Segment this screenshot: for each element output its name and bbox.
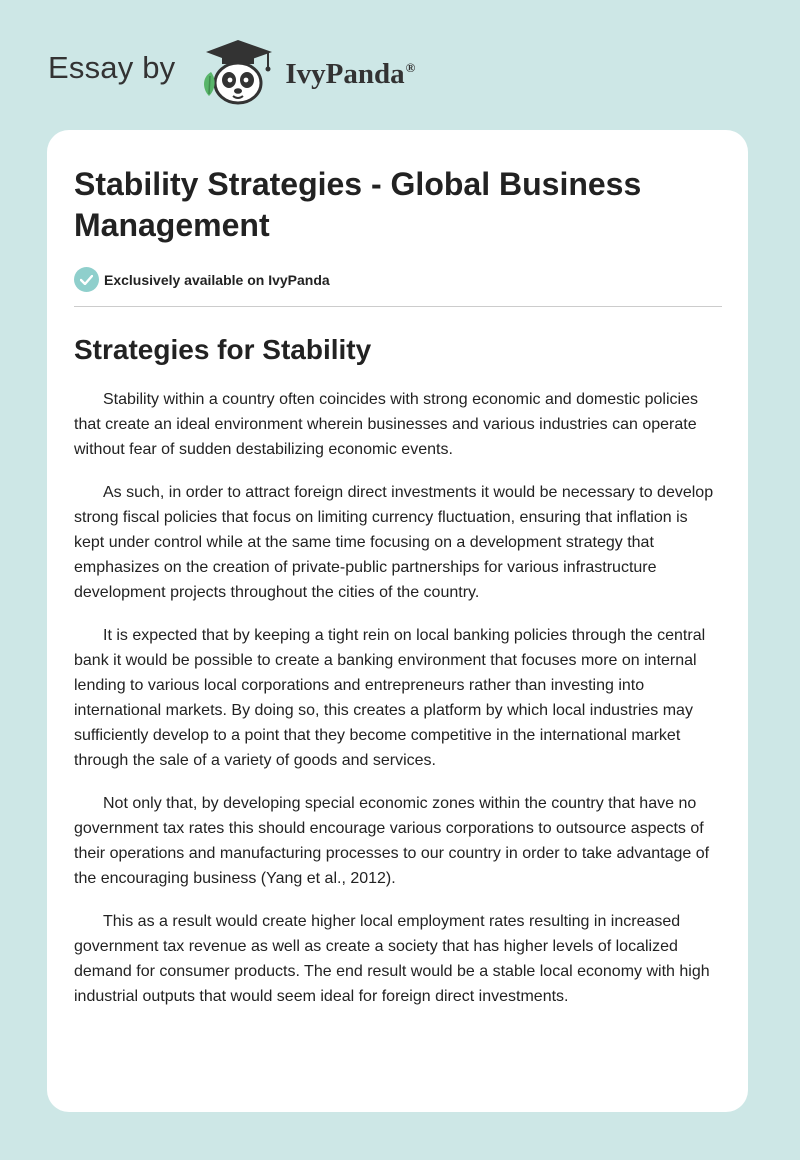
brand-name <box>285 58 415 91</box>
paragraph-2: As such, in order to attract foreign direct investments it would be necessary to develop strong fiscal policies that focus on limiting currency fluctuation, ensuring that inflation is kept under control while at the same time focusing on a development strategy that emphasizes on the creation of private-public partnerships for various infrastructure development projects throughout the cities of the country. <box>74 484 714 601</box>
paragraph-4: Not only that, by developing special economic zones within the country that have no government tax rates this should encourage various corporations to outsource aspects of their operations and manufacturing processes to our country in order to take advantage of the encouraging business (Yang et al., 2012). <box>74 795 710 887</box>
essay-title: Stability Strategies - Global Business Management <box>74 166 642 243</box>
divider <box>74 306 722 307</box>
brand-header <box>48 36 415 108</box>
exclusive-badge <box>74 267 722 292</box>
brand-name-text: IvyPanda <box>285 57 405 90</box>
paragraph-1: Stability within a country often coincides with strong economic and domestic policies that create an ideal environment wherein businesses and various industries can operate without fear of sudden destabilizing economic events. <box>74 391 698 458</box>
essay-card <box>47 130 748 1112</box>
paragraph-3: It is expected that by keeping a tight rein on local banking policies through the central bank it would be possible to create a banking environment that focuses more on internal lending to various local corporations and entrepreneurs rather than investing into international markets. By doing so, this creates a platform by which local industries may sufficiently develop to a point that they become competitive in the international market through the sale of a variety of goods and services. <box>74 627 706 769</box>
panda-graduation-cap-logo-icon <box>193 36 279 108</box>
registered-mark: ® <box>405 59 416 75</box>
section-heading: Strategies for Stability <box>74 334 372 365</box>
exclusive-badge-text: Exclusively available on IvyPanda <box>104 271 330 288</box>
paragraph-5: This as a result would create higher local employment rates resulting in increased government tax revenue as well as create a society that has higher levels of localized demand for consumer products. The end result would be a stable local economy with high industrial outputs that would seem ideal for foreign direct investments. <box>74 913 710 1005</box>
check-icon <box>74 267 99 292</box>
essay-by-label: Essay by <box>48 50 176 85</box>
